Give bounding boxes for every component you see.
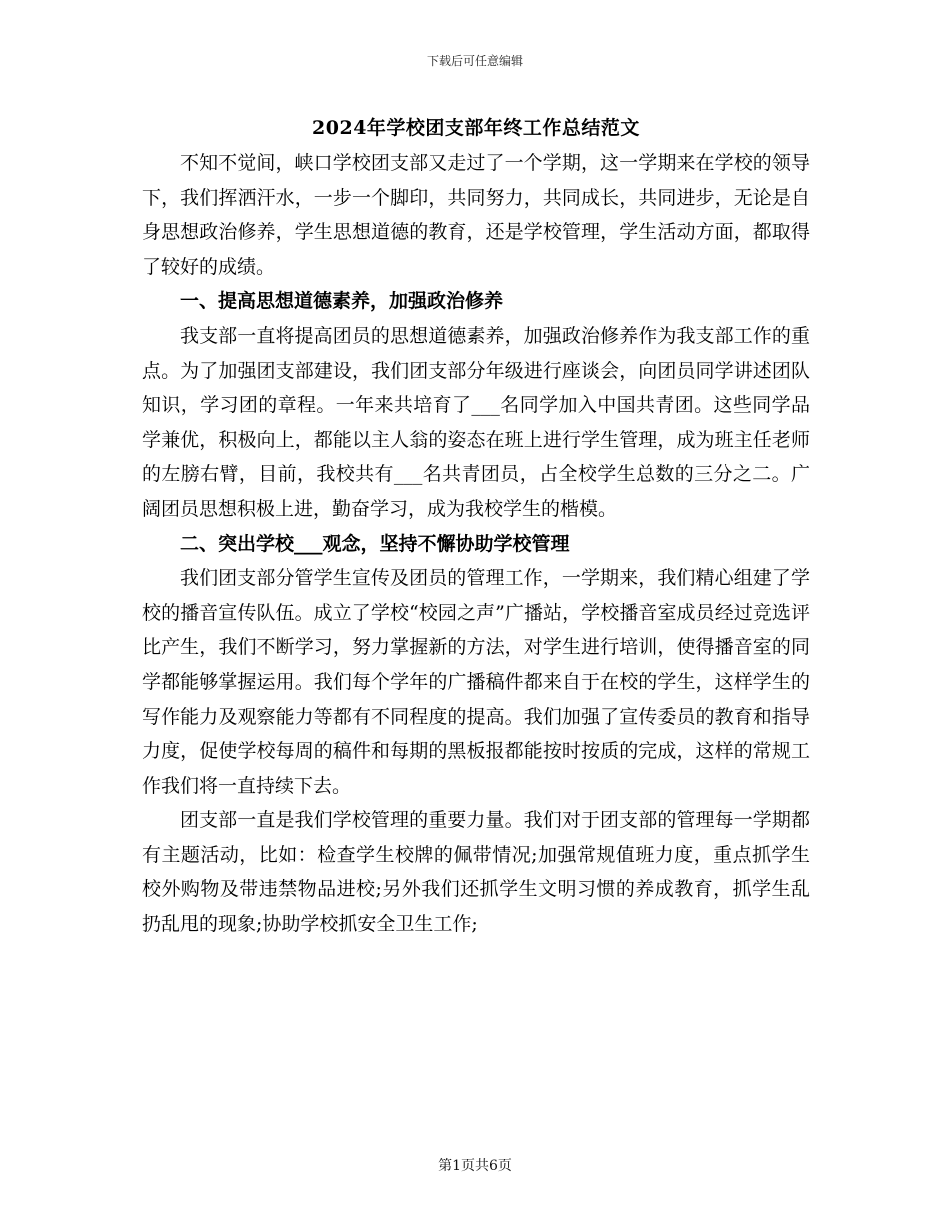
paragraph-section-2a: 我们团支部分管学生宣传及团员的管理工作，一学期来，我们精心组建了学校的播音宣传队伍。成立了学校“校园之声”广播站，学校播音室成员经过竞选评比产生，我们不断学习，努力掌握新的方法，对学生进行培训，使得播音室的同学都能够掌握运用。我们每个学年的广播稿件都来自于在校的学生，这样学生的写作能力及观察能力等都有不同程度的提高。我们加强了宣传委员的教育和指导力度，促使学校每周的稿件和每期的黑板报都能按时按质的完成，这样的常规工作我们将一直持续下去。	[142, 567, 810, 797]
paragraph-section-1: 我支部一直将提高团员的思想道德素养，加强政治修养作为我支部工作的重点。为了加强团支部建设，我们团支部分年级进行座谈会，向团员同学讲述团队知识，学习团的章程。一年来共培育了___名同学加入中国共青团。这些同学品学兼优，积极向上，都能以主人翁的姿态在班上进行学生管理，成为班主任老师的左膀右臂，目前，我校共有___名共青团员，占全校学生总数的三分之二。广阔团员思想积极上进，勤奋学习，成为我校学生的楷模。	[142, 324, 810, 520]
page-header-note: 下载后可任意编辑	[426, 54, 523, 68]
paragraph-intro: 不知不觉间，峡口学校团支部又走过了一个学期，这一学期来在学校的领导下，我们挥洒汗水，一步一个脚印，共同努力，共同成长，共同进步，无论是自身思想政治修养，学生思想道德的教育，还是学校管理，学生活动方面，都取得了较好的成绩。	[142, 152, 810, 278]
section-heading-2: 二、突出学校___观念，坚持不懈协助学校管理	[180, 532, 570, 555]
page-number: 第1页共6页	[438, 1158, 512, 1174]
section-heading-1: 一、提高思想道德素养，加强政治修养	[180, 290, 504, 313]
document-title: 2024年学校团支部年终工作总结范文	[312, 117, 640, 139]
paragraph-section-2b: 团支部一直是我们学校管理的重要力量。我们对于团支部的管理每一学期都有主题活动，比如：检查学生校牌的佩带情况;加强常规值班力度，重点抓学生校外购物及带违禁物品进校;另外我们还抓学生文明习惯的养成教育，抓学生乱扔乱甩的现象;协助学校抓安全卫生工作;	[142, 809, 810, 936]
document-body	[142, 110, 810, 942]
